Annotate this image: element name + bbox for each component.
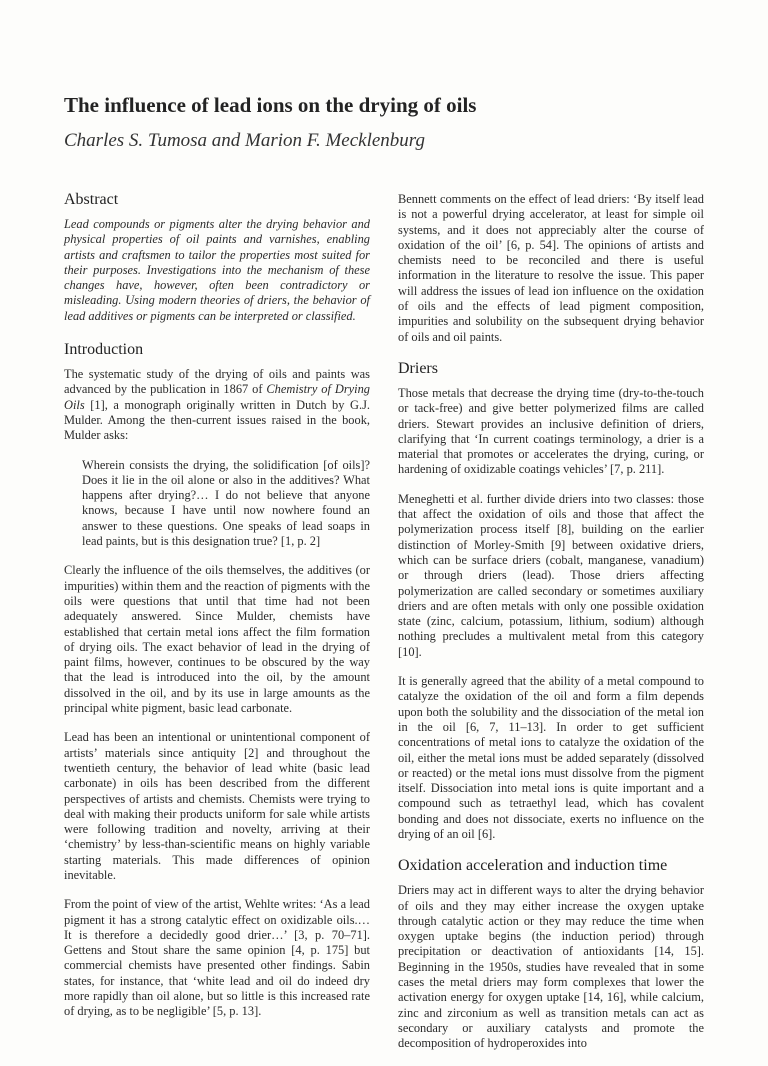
oxidation-heading: Oxidation acceleration and induction time <box>398 857 668 875</box>
driers-heading: Driers <box>398 359 438 377</box>
mulder-quote: Wherein consists the drying, the solidification [of oils]? Does it lie in the oil alone or also in the additives? What happens after drying?… I do not believe that anyone knows, because I have until now nowhere found an answer to these questions. One speaks of lead soaps in lead paints, but is this designation true? [1, p. 2] <box>82 457 370 549</box>
intro-p1-end: [1], a monograph originally written in Dutch by G.J. Mulder. Among the then-current issues raised in the book, Mulder asks: <box>64 397 370 443</box>
driers-paragraph-3: It is generally agreed that the ability of a metal compound to catalyze the oxidation of the oil and form a film depends upon both the solubility and the dissociation of the metal ion in the oil [6, 7, 11–13]. In order to get sufficient concentrations of metal ions to catalyze the oxidation of the oil, either the metal ions must be added separately (dissolved or reacted) or the metal ions must dissolve from the pigment itself. Dissociation into metal ions is quite important and a compound such as tetraethyl lead, which has covalent bonding and does not dissociate, exerts no influence on the drying of an oil [6]. <box>398 674 704 841</box>
paper-authors: Charles S. Tumosa and Marion F. Mecklenburg <box>64 130 425 151</box>
intro-paragraph-1 <box>64 367 370 443</box>
intro-paragraph-2: Clearly the influence of the oils themselves, the additives (or impurities) within them and the reaction of pigments with the oils were questions that until that time had not been adequately answered. Since Mulder, chemists have established that certain metal ions affect the film formation of drying oils. The exact behavior of lead in the drying of paint films, however, continues to be obscured by the way that the lead is introduced into the oil, by the amount dissolved in the oil, and by its use in large amounts as the principal white pigment, basic lead carbonate. <box>64 563 370 716</box>
book-title: Chemistry of Drying Oils <box>64 382 370 412</box>
introduction-heading: Introduction <box>64 341 144 359</box>
intro-paragraph-4: From the point of view of the artist, Wehlte writes: ‘As a lead pigment it has a strong catalytic effect on oxidizable oils.… It is therefore a decidedly good drier…’ [3, p. 70–71]. Gettens and Stout share the same opinion [4, p. 175] but commercial chemists have presented other findings. Sabin states, for instance, that ‘white lead and oil do indeed dry more rapidly than oil alone, but so little is this increased rate of drying, as to be negligible’ [5, p. 13]. <box>64 897 370 1019</box>
driers-paragraph-2: Meneghetti et al. further divide driers into two classes: those that affect the oxidation of oils and those that affect the polymerization process itself [8], building on the earlier distinction of Morley-Smith [9] between oxidative driers, which can be surface driers (cobalt, manganese, vanadium) or through driers (lead). Those driers affecting polymerization are called secondary or sometimes auxiliary driers and are often metals with only one possible oxidation state (zinc, calcium, potassium, lithium, sodium) although nothing precludes a multivalent metal from this category [10]. <box>398 491 704 659</box>
intro-paragraph-3: Lead has been an intentional or unintentional component of artists’ materials since antiquity [2] and throughout the twentieth century, the behavior of lead white (basic lead carbonate) in oils has been described from the different perspectives of artists and chemists. Chemists were trying to deal with making their products uniform for sale while artists were following tradition and novelty, arriving at their ‘chemistry’ by less-than-scientific means on highly variable starting materials. This made differences of opinion inevitable. <box>64 730 370 882</box>
bennett-paragraph: Bennett comments on the effect of lead driers: ‘By itself lead is not a powerful drying accelerator, at least for simple oil systems, and it does not appreciably alter the course of oxidation of the oil’ [6, p. 54]. The opinions of artists and chemists need to be reconciled and there is useful information in the literature to resolve the issue. This paper will address the issues of lead ion influence on the oxidation of oils and the effects of lead pigment composition, impurities and solubility on the subsequent drying behavior of oils and oil paints. <box>398 192 704 344</box>
right-column <box>398 192 704 1066</box>
abstract-heading: Abstract <box>64 191 119 208</box>
paper-title: The influence of lead ions on the drying of oils <box>64 93 477 117</box>
left-column <box>64 190 370 1034</box>
oxidation-paragraph-1: Driers may act in different ways to alter the drying behavior of oils and they may either increase the oxygen uptake through catalytic action or they may reduce the time when oxygen uptake begins (the induction period) through precipitation or deactivation of antioxidants [14, 15]. Beginning in the 1950s, studies have revealed that in some cases the metal driers may form complexes that lower the activation energy for oxygen uptake [14, 16], while calcium, zinc and zirconium as well as transition metals can act as secondary or auxiliary catalysts and promote the decomposition of hydroperoxides into <box>398 883 704 1051</box>
driers-paragraph-1: Those metals that decrease the drying time (dry-to-the-touch or tack-free) and give better polymerized films are called driers. Stewart provides an inclusive definition of driers, clarifying that ‘In current coatings terminology, a drier is a material that promotes or accelerates the drying, curing, or hardening of oxidizable coatings vehicles’ [7, p. 211]. <box>398 385 704 477</box>
abstract-text: Lead compounds or pigments alter the drying behavior and physical properties of oil paints and varnishes, enabling artists and craftsmen to tailor the properties most suited for their purposes. Investigations into the mechanism of these changes have, however, often been contradictory or misleading. Using modern theories of driers, the behavior of lead additives or pigments can be interpreted or classified. <box>64 217 370 323</box>
intro-p1-start: The systematic study of the drying of oils and paints was advanced by the publication in 1867 of <box>64 367 370 397</box>
